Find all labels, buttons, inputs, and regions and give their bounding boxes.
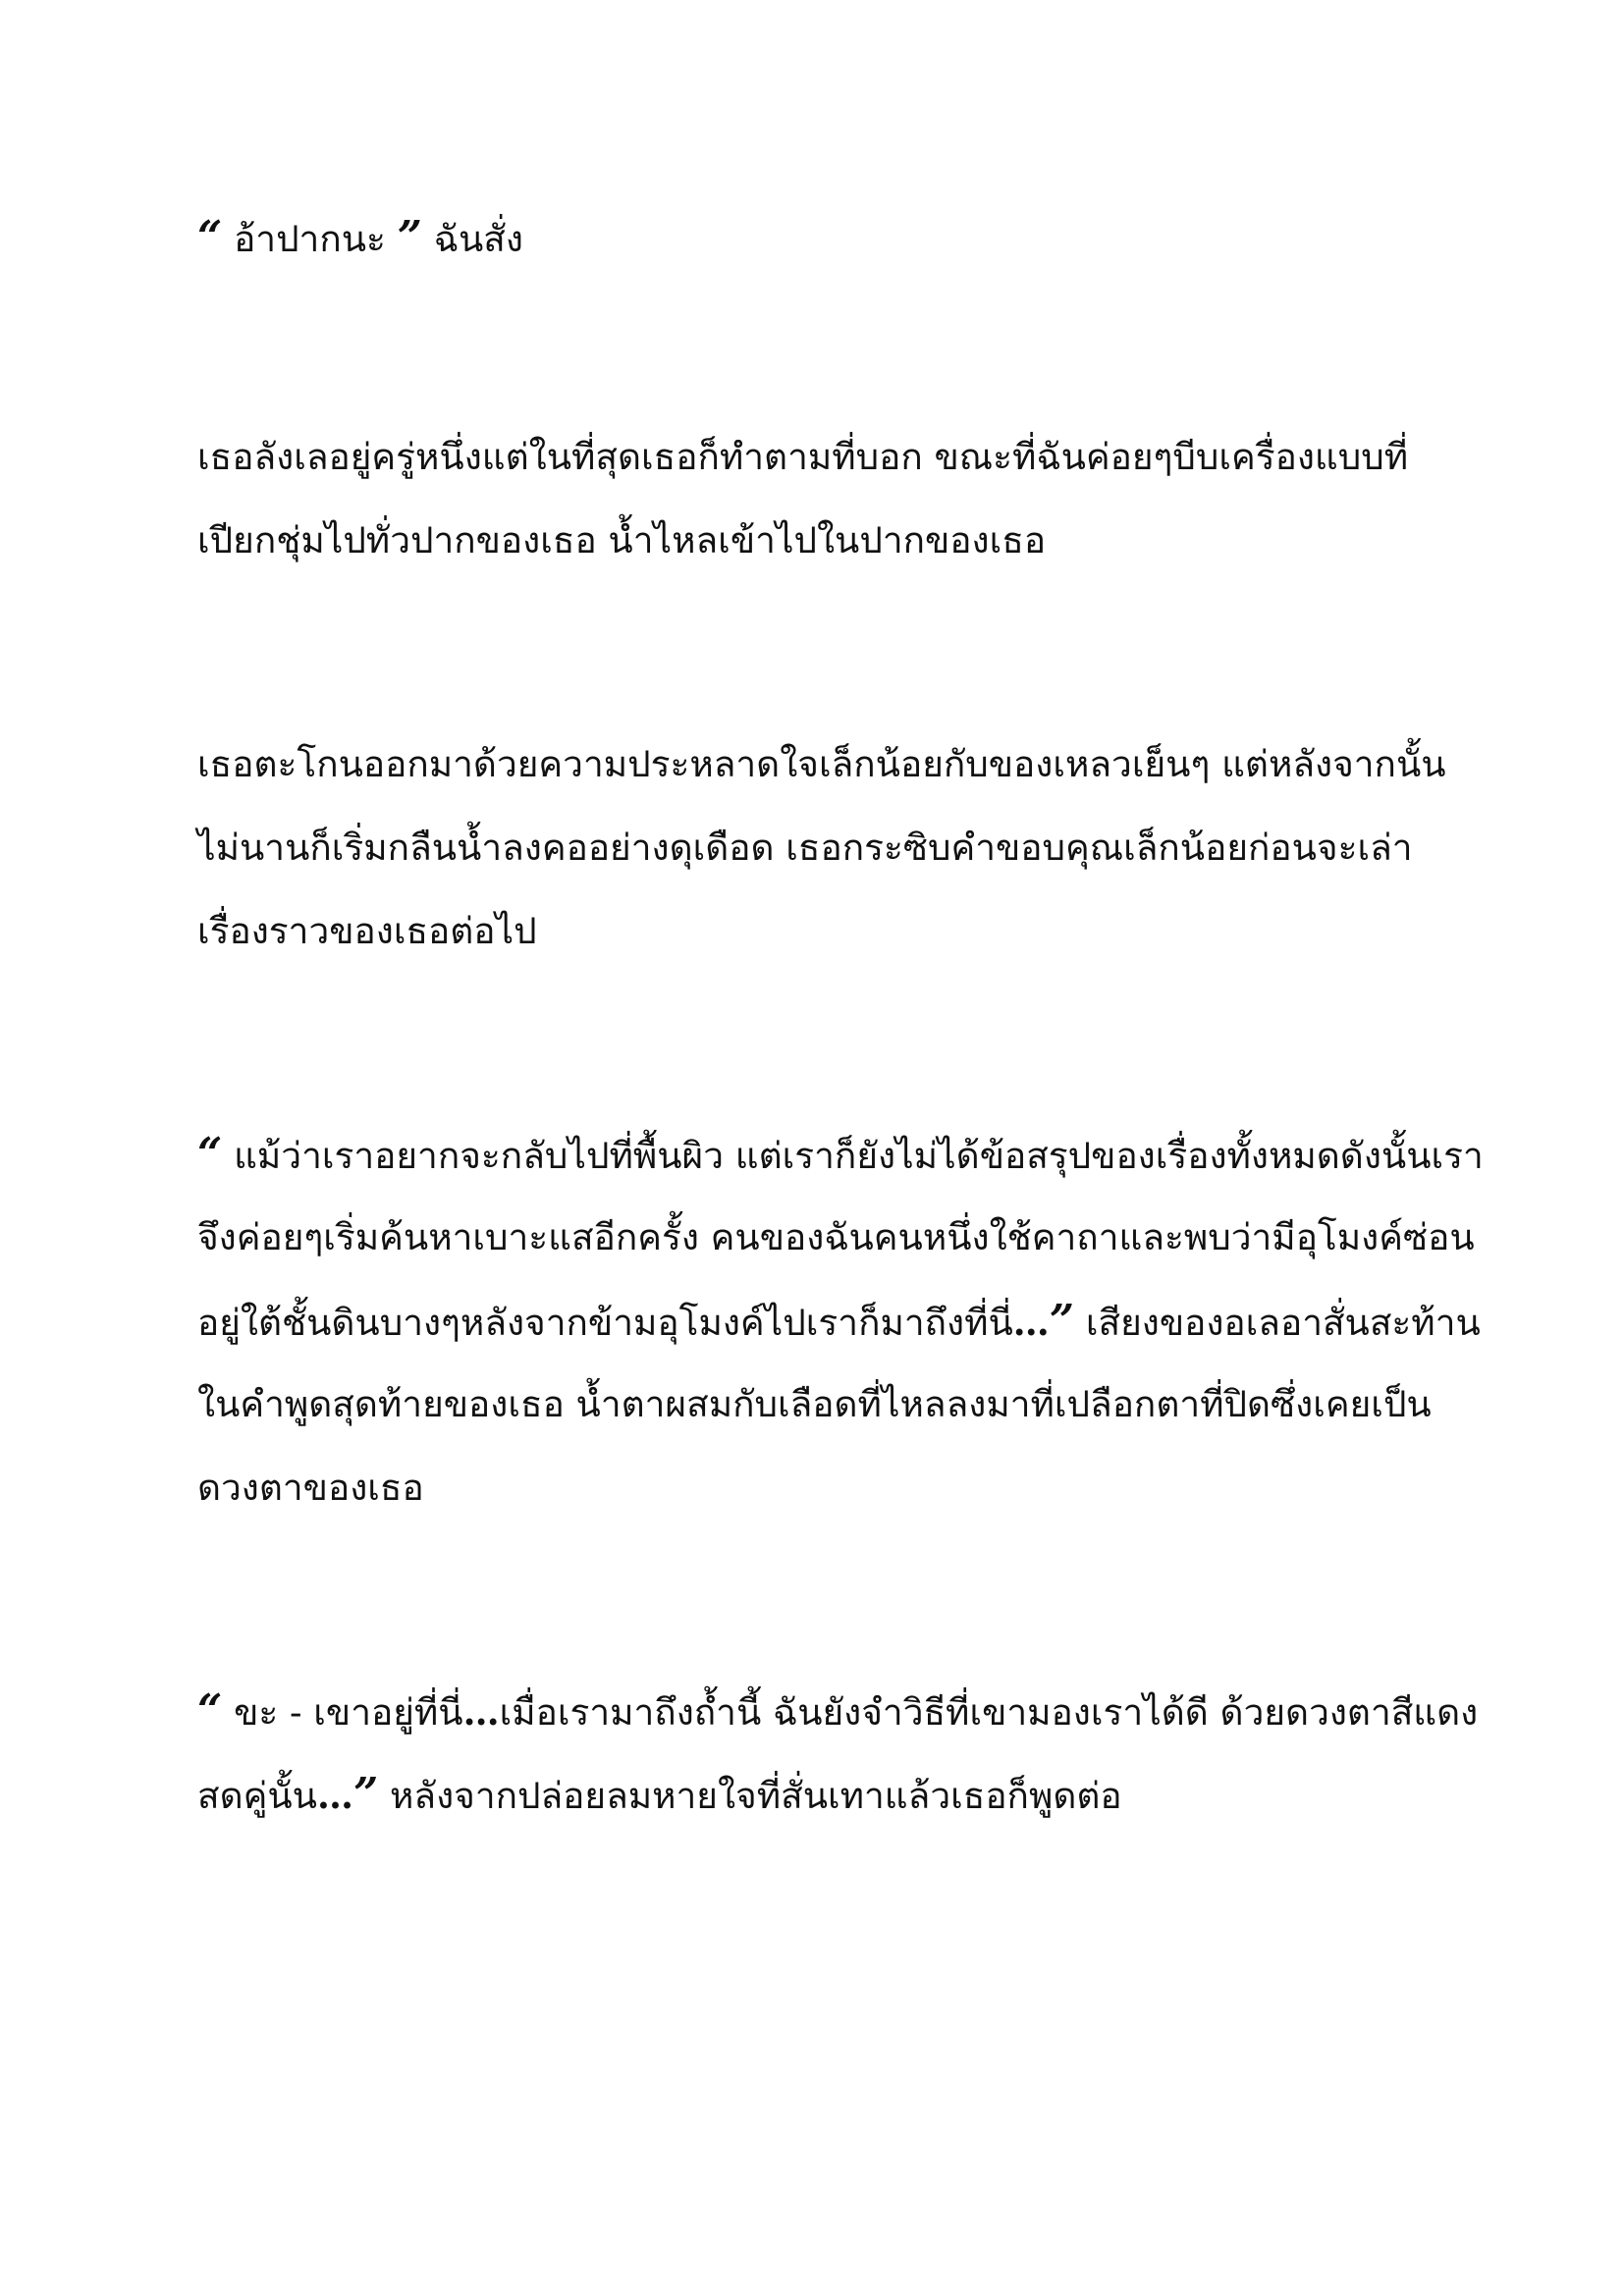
paragraph-1-line-1	[197, 195, 1454, 279]
paragraph-5-line-2	[197, 1752, 1454, 1836]
text-span: แม้ว่าเราอยากจะกลับไปที่พื้นผิว แต่เราก็ยังไม่ได้ข้อสรุปของเรื่องทั้งหมดดังนั้นเรา	[222, 1135, 1484, 1177]
text-span: เมื่อเรามาถึงถ้ำนี้ ฉันยังจำวิธีที่เขามองเราได้ดี ด้วยดวงตาสีแดง	[499, 1691, 1479, 1734]
close-quote: ”	[1049, 1296, 1075, 1346]
paragraph-4-line-2: จึงค่อยๆเริ่มค้นหาเบาะแสอีกครั้ง คนของฉันคนหนึ่งใช้คาถาและพบว่ามีอุโมงค์ซ่อน	[197, 1216, 1475, 1258]
paragraph-1	[197, 195, 1454, 279]
ellipsis: …	[1012, 1301, 1050, 1344]
paragraph-4-line-4: ในคำพูดสุดท้ายของเธอ น้ำตาผสมกับเลือดที่ไหลลงมาที่เปลือกตาที่ปิดซึ่งเคยเป็น	[197, 1383, 1432, 1425]
paragraph-3	[197, 722, 1454, 973]
open-quote: “	[197, 1129, 223, 1179]
paragraph-4-line-5: ดวงตาของเธอ	[197, 1467, 424, 1509]
close-quote: ”	[397, 212, 422, 262]
paragraph-5-line-1	[197, 1669, 1479, 1752]
open-quote: “	[197, 212, 223, 262]
text-span: สดคู่นั้น	[197, 1775, 317, 1817]
paragraph-2-line-2: เปียกชุ่มไปทั่วปากของเธอ น้ำไหลเข้าไปในปากของเธอ	[197, 519, 1047, 561]
paragraph-3-line-2: ไม่นานก็เริ่มกลืนน้ำลงคออย่างดุเดือด เธอกระซิบคำขอบคุณเล็กน้อยก่อนจะเล่า	[197, 827, 1413, 869]
text-span: อ้าปากนะ	[222, 218, 398, 260]
text-span: อยู่ใต้ชั้นดินบางๆหลังจากข้ามอุโมงค์ไปเราก็มาถึงที่นี่	[197, 1302, 1013, 1344]
paragraph-2	[197, 415, 1454, 582]
paragraph-4-line-1	[197, 1112, 1484, 1196]
text-span: ฉันสั่ง	[421, 218, 523, 260]
paragraph-2-line-1: เธอลังเลอยู่ครู่หนึ่งแต่ในที่สุดเธอก็ทำตามที่บอก ขณะที่ฉันค่อยๆบีบเครื่องแบบที่	[197, 436, 1409, 478]
paragraph-4	[197, 1112, 1484, 1529]
ellipsis: …	[316, 1774, 353, 1817]
paragraph-5	[197, 1669, 1479, 1836]
paragraph-4-line-3	[197, 1279, 1481, 1362]
text-span: หลังจากปล่อยลมหายใจที่สั่นเทาแล้วเธอก็พูดต่อ	[378, 1775, 1122, 1817]
text-span: เสียงของอเลอาสั่นสะท้าน	[1074, 1302, 1481, 1344]
close-quote: ”	[352, 1769, 379, 1819]
text-span: ขะ - เขาอยู่ที่นี่	[222, 1691, 463, 1734]
paragraph-3-line-1: เธอตะโกนออกมาด้วยความประหลาดใจเล็กน้อยกับของเหลวเย็นๆ แต่หลังจากนั้น	[197, 743, 1446, 785]
paragraph-3-line-3: เรื่องราวของเธอต่อไป	[197, 910, 537, 952]
open-quote: “	[197, 1685, 223, 1735]
ellipsis: …	[462, 1690, 500, 1734]
